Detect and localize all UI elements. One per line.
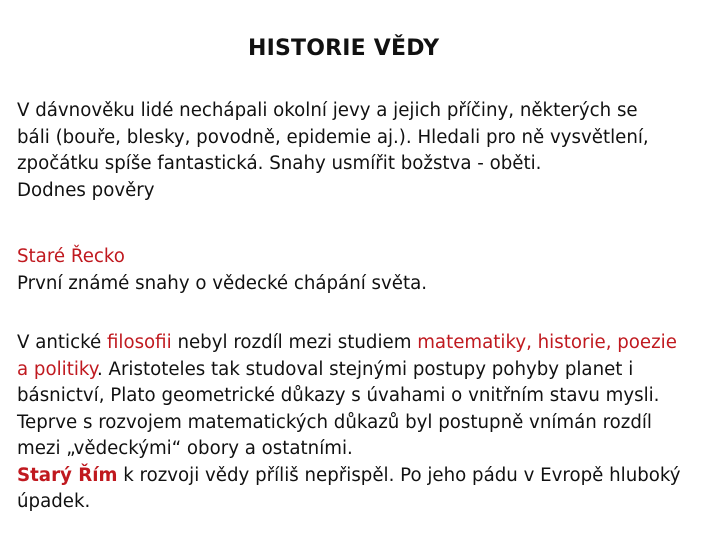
antiquity-text-1c: nebyl rozdíl mezi studiem [171,332,418,353]
antiquity-line-6 [17,463,717,490]
intro-line-1: V dávnověku lidé nechápali okolní jevy a jejich příčiny, některých se [17,100,638,121]
antiquity-text-6: k rozvoji vědy příliš nepřispěl. Po jeho pádu v Evropě hluboký [117,464,681,486]
intro-line-4: Dodnes pověry [17,179,155,201]
antiquity-line-1 [17,330,717,357]
intro-line-3: zpočátku spíše fantastická. Snahy usmířit božstva - oběti. [17,153,542,174]
intro-line-2: báli (bouře, blesky, povodně, epidemie aj.). Hledali pro ně vysvětlení, [17,126,649,148]
politics-highlight: a politiky [17,358,97,380]
antiquity-paragraph [17,330,717,516]
intro-paragraph [17,98,717,204]
philosophy-highlight: filosofii [106,332,172,353]
antiquity-line-2 [17,357,717,384]
greece-text: První známé snahy o vědecké chápání světa. [17,272,428,294]
antiquity-line-3: básnictví, Plato geometrické důkazy s úvahami o vnitřním stavu mysli. [17,385,660,406]
antiquity-line-4: Teprve s rozvojem matematických důkazů byl postupně vnímán rozdíl [17,411,652,433]
slide-title: HISTORIE VĚDY [248,36,440,61]
subjects-highlight: matematiky, historie, poezie [417,332,677,353]
antiquity-line-5: mezi „vědeckými“ obory a ostatními. [17,438,353,459]
greece-paragraph [17,244,717,297]
antiquity-text-1a: V antické [17,332,107,353]
antiquity-text-2b: . Aristoteles tak studoval stejnými postupy pohyby planet i [96,358,634,380]
greece-heading: Staré Řecko [17,246,125,267]
antiquity-line-7: úpadek. [17,491,91,512]
rome-heading: Starý Řím [17,464,118,486]
